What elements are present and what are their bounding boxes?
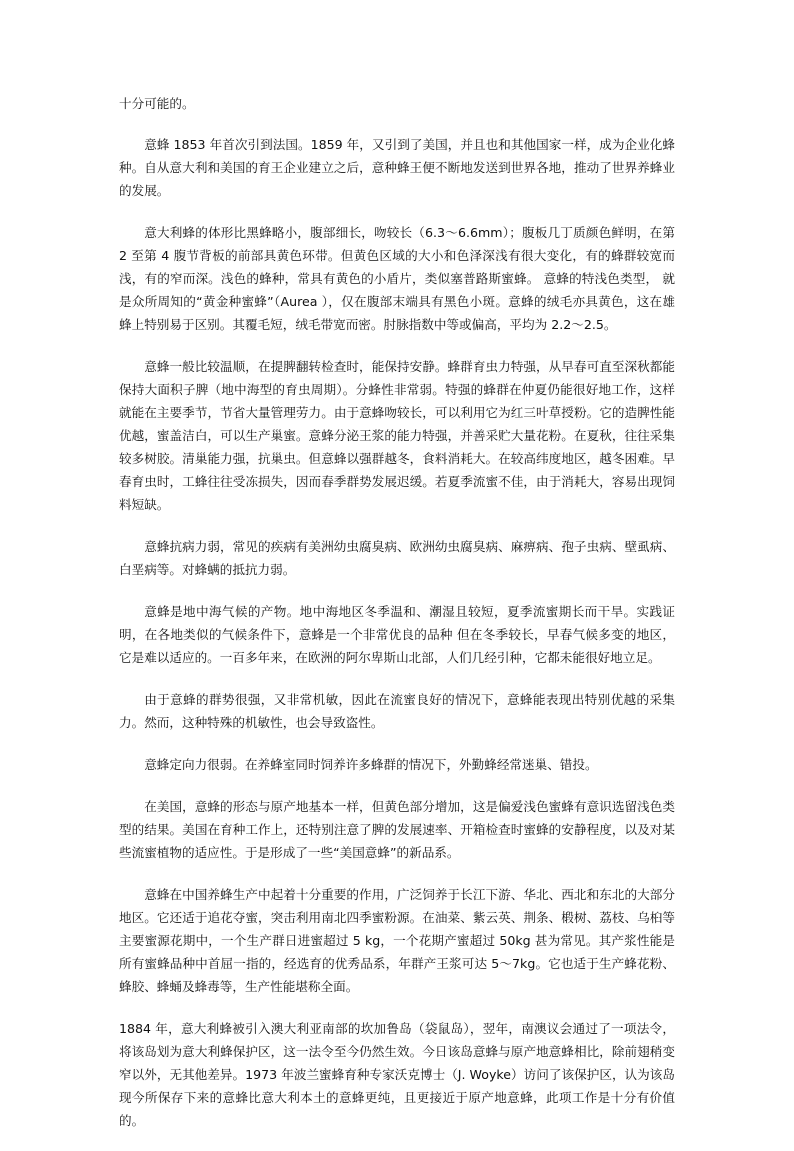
paragraph-disease-resistance: 意蜂抗病力弱，常见的疾病有美洲幼虫腐臭病、欧洲幼虫腐臭病、麻痹病、孢子虫病、壁虱病、白垩病等。对蜂螨的抵抗力弱。 bbox=[119, 539, 675, 577]
paragraph-kangaroo-island: 1884 年，意大利蜂被引入澳大利亚南部的坎加鲁岛（袋鼠岛），翌年，南澳议会通过了一项法令，将该岛划为意大利蜂保护区，这一法令至今仍然生效。今日该岛意蜂与原产地意蜂相比，除前翅稍变窄以外，无其他差异。1973 年波兰蜜蜂育种专家沃克博士（J. Woyke）访问了该保护区，认为该岛现今所保存下来的意蜂比意大利本土的意蜂更纯，且更接近于原产地意蜂，此项工作是十分有价值的。 bbox=[119, 1021, 675, 1128]
paragraph-behavior: 意蜂一般比较温顺，在提脾翻转检查时，能保持安静。蜂群育虫力特强，从早春可直至深秋都能保持大面积子脾（地中海型的育虫周期）。分蜂性非常弱。特强的蜂群在仲夏仍能很好地工作，这样就能在主要季节，节省大量管理劳力。由于意蜂吻较长，可以利用它为红三叶草授粉。它的造脾性能优越，蜜盖洁白，可以生产巢蜜。意蜂分泌王浆的能力特强，并善采贮大量花粉。在夏秋，往往采集较多树胶。清巢能力强，抗巢虫。但意蜂以强群越冬，食料消耗大。在较高纬度地区，越冬困难。早春育虫时，工蜂往往受冻损失，因而春季群势发展迟缓。若夏季流蜜不佳，由于消耗大，容易出现饲料短缺。 bbox=[119, 359, 675, 512]
paragraph-climate-adaptation: 意蜂是地中海气候的产物。地中海地区冬季温和、潮湿且较短，夏季流蜜期长而干旱。实践证明，在各地类似的气候条件下，意蜂是一个非常优良的品种 但在冬季较长，早春气候多变的地区，它是难以适应的。一百多年来，在欧洲的阿尔卑斯山北部，人们几经引种，它都未能很好地立足。 bbox=[119, 604, 675, 665]
paragraph-orientation: 意蜂定向力很弱。在养蜂室同时饲养许多蜂群的情况下，外勤蜂经常迷巢、错投。 bbox=[144, 757, 598, 772]
paragraph-american-strains: 在美国，意蜂的形态与原产地基本一样，但黄色部分增加，这是偏爱浅色蜜蜂有意识选留浅色类型的结果。美国在育种工作上，还特别注意了脾的发展速率、开箱检查时蜜蜂的安静程度，以及对某些流蜜植物的适应性。于是形成了一些“美国意蜂”的新品系。 bbox=[119, 799, 675, 860]
document-body bbox=[119, 92, 675, 1151]
paragraph-introduction-history: 意蜂 1853 年首次引到法国。1859 年，又引到了美国，并且也和其他国家一样，成为企业化蜂种。自从意大利和美国的育王企业建立之后，意种蜂王便不断地发送到世界各地，推动了世界养蜂业的发展。 bbox=[119, 137, 675, 198]
paragraph-morphology: 意大利蜂的体形比黑蜂略小，腹部细长，吻较长（6.3～6.6mm）；腹板几丁质颜色鲜明，在第 2 至第 4 腹节背板的前部具黄色环带。但黄色区域的大小和色泽深浅有很大变化，有的蜂群较宽而浅，有的窄而深。浅色的蜂种，常具有黄色的小盾片，类似塞普路斯蜜蜂。 意蜂的特浅色类型， 就是众所周知的“黄金种蜜蜂”（Aurea ），仅在腹部末端具有黑色小斑。意蜂的绒毛亦具黄色，这在雄蜂上特别易于区别。其覆毛短，绒毛带宽而密。肘脉指数中等或偏高，平均为 2.2～2.5。 bbox=[119, 225, 675, 332]
paragraph-continuation: 十分可能的。 bbox=[119, 96, 195, 111]
paragraph-foraging: 由于意蜂的群势很强，又非常机敏，因此在流蜜良好的情况下，意蜂能表现出特别优越的采集力。然而，这种特殊的机敏性，也会导致盗性。 bbox=[119, 692, 675, 730]
paragraph-china-production: 意蜂在中国养蜂生产中起着十分重要的作用，广泛饲养于长江下游、华北、西北和东北的大部分地区。它还适于追花夺蜜，突击利用南北四季蜜粉源。在油菜、紫云英、荆条、椴树、荔枝、乌桕等主要蜜源花期中，一个生产群日进蜜超过 5 kg，一个花期产蜜超过 50kg 甚为常见。其产浆性能是所有蜜蜂品种中首屈一指的，经选育的优秀品系，年群产王浆可达 5～7kg。它也适于生产蜂花粉、蜂胶、蜂蛹及蜂毒等，生产性能堪称全面。 bbox=[119, 887, 675, 994]
